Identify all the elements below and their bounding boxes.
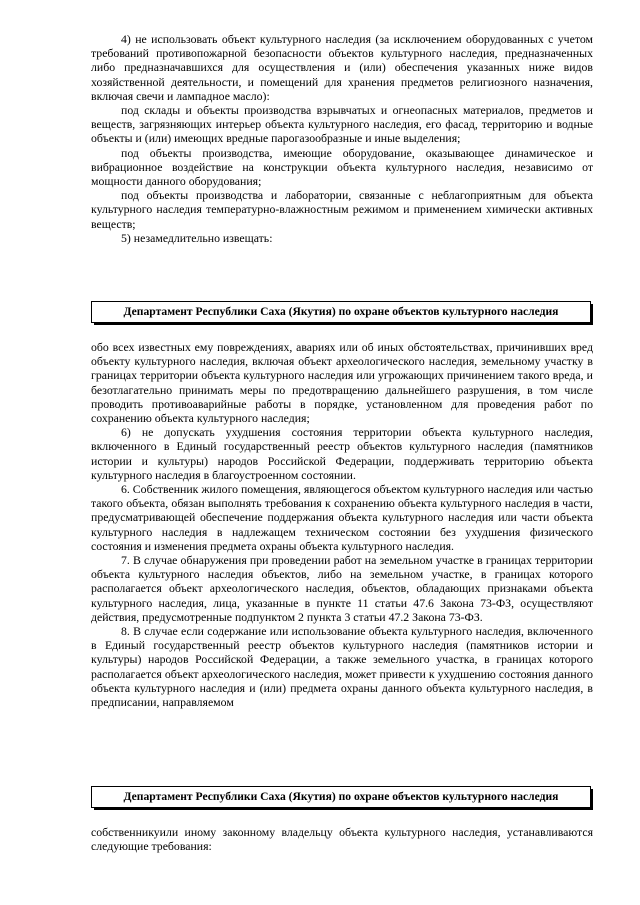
paragraph-owner-requirements: собственникуили иному законному владельцу объекта культурного наследия, устанавливаются следующие требования: [91, 825, 593, 854]
paragraph-clause-7: 7. В случае обнаружения при проведении работ на земельном участке в границах территории объекта культурного наследия объектов, либо на земельном участке, в границах которого располагается объект археологического наследия, объектов, обладающих признаками объекта культурного наследия, лица, указанные в пункте 11 статьи 47.6 Закона 73-ФЗ, осуществляют действия, предусмотренные подпунктом 2 пункта 3 статьи 47.2 Закона 73-ФЗ. [91, 553, 593, 624]
department-banner: Департамент Республики Саха (Якутия) по охране объектов культурного наследия [91, 301, 591, 323]
requirements-section-top [91, 32, 593, 245]
paragraph-laboratories: под объекты производства и лаборатории, связанные с неблагоприятным для объекта культурного наследия температурно-влажностным режимом и применением химически активных веществ; [91, 188, 593, 231]
requirements-section-bottom [91, 825, 593, 853]
paragraph-production-vibration: под объекты производства, имеющие оборудование, оказывающее динамическое и вибрационное воздействие на конструкции объекта культурного наследия, независимо от мощности данного оборудования; [91, 145, 593, 189]
paragraph-item-5: 5) незамедлительно извещать: [121, 230, 273, 245]
department-banner-second: Департамент Республики Саха (Якутия) по охране объектов культурного наследия [91, 786, 591, 808]
paragraph-clause-8: 8. В случае если содержание или использование объекта культурного наследия, включенного в Единый государственный реестр объектов культурного наследия (памятников истории и культуры) народов Российской Федерации, а также земельного участка, в границах которого располагается объект археологического наследия, может привести к ухудшению состояния данного объекта культурного наследия и (или) предмета охраны данного объекта культурного наследия, в предписании, направляемом [91, 624, 593, 710]
requirements-section-middle [91, 340, 593, 709]
paragraph-damage-notice: обо всех известных ему повреждениях, авариях или об иных обстоятельствах, причинивших вред объекту культурного наследия, включая объект археологического наследия, земельному участку в границах территории объекта культурного наследия или угрожающих причинением такого вреда, и безотлагательно принимать меры по предотвращению дальнейшего разрушения, в том числе проводить противоаварийные работы в порядке, установленном для проведения работ по сохранению объекта культурного наследия; [91, 340, 593, 426]
paragraph-warehouses: под склады и объекты производства взрывчатых и огнеопасных материалов, предметов и веществ, загрязняющих интерьер объекта культурного наследия, его фасад, территорию и водные объекты и (или) имеющих вредные парогазообразные и иные выделения; [91, 103, 593, 146]
paragraph-item-6: 6) не допускать ухудшения состояния территории объекта культурного наследия, включенного в Единый государственный реестр объектов культурного наследия (памятников истории и культуры) народов Российской Федерации, поддерживать территорию объекта культурного наследия в благоустроенном состоянии. [91, 425, 593, 482]
paragraph-clause-6: 6. Собственник жилого помещения, являющегося объектом культурного наследия или частью такого объекта, обязан выполнять требования к сохранению объекта культурного наследия в части, предусматривающей обеспечение поддержания объекта культурного наследия или части объекта культурного наследия в надлежащем техническом состоянии без ухудшения физического состояния и изменения предмета охраны объекта культурного наследия. [91, 482, 593, 553]
paragraph-item-4: 4) не использовать объект культурного наследия (за исключением оборудованных с учетом требований противопожарной безопасности объектов культурного наследия, предназначенных либо предназначавшихся для осуществления и (или) обеспечения указанных ниже видов хозяйственной деятельности, и помещений для хранения предметов религиозного назначения, включая свечи и лампадное масло): [91, 32, 593, 103]
